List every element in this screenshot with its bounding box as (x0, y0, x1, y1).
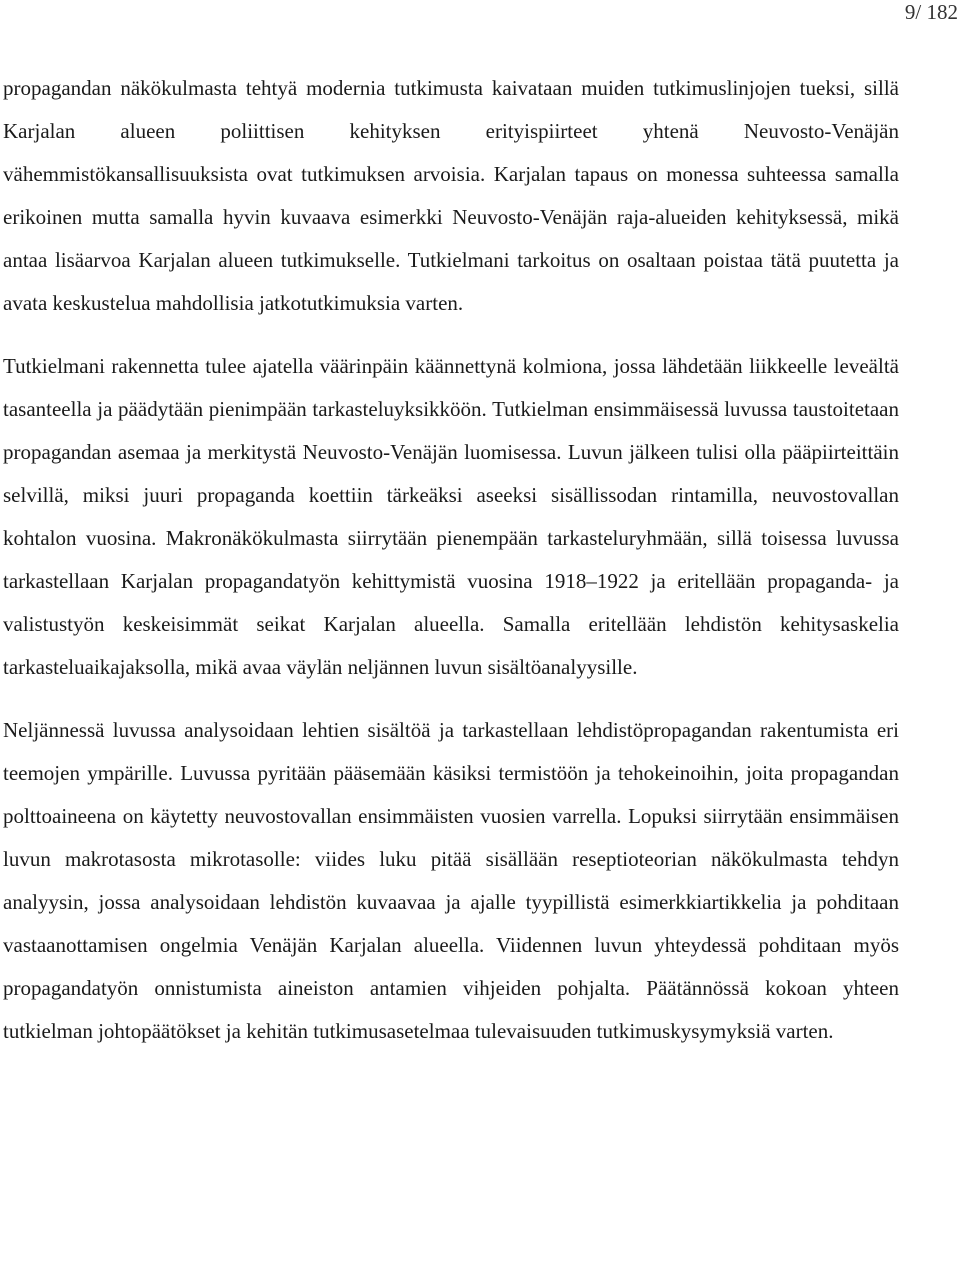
document-body (3, 67, 899, 1053)
page-number: 9/ 182 (904, 0, 958, 24)
paragraph-1: propagandan näkökulmasta tehtyä modernia tutkimusta kaivataan muiden tutkimuslinjojen tueksi, sillä Karjalan alueen poliittisen kehityksen erityispiirteet yhtenä Neuvosto-Venäjän vähemmistökansallisuuksista ovat tutkimuksen arvoisia. Karjalan tapaus on monessa suhteessa samalla erikoinen mutta samalla hyvin kuvaava esimerkki Neuvosto-Venäjän raja-alueiden kehityksessä, mikä antaa lisäarvoa Karjalan alueen tutkimukselle. Tutkielmani tarkoitus on osaltaan poistaa tätä puutetta ja avata keskustelua mahdollisia jatkotutkimuksia varten. (3, 76, 899, 315)
paragraph-2: Tutkielmani rakennetta tulee ajatella väärinpäin käännettynä kolmiona, jossa lähdetään liikkeelle leveältä tasanteella ja päädytään pienimpään tarkasteluyksikköön. Tutkielman ensimmäisessä luvussa taustoitetaan propagandan asemaa ja merkitystä Neuvosto-Venäjän luomisessa. Luvun jälkeen tulisi olla pääpiirteittäin selvillä, miksi juuri propaganda koettiin tärkeäksi aseeksi sisällissodan rintamilla, neuvostovallan kohtalon vuosina. Makronäkökulmasta siirrytään pienempään tarkasteluryhmään, sillä toisessa luvussa tarkastellaan Karjalan propagandatyön kehittymistä vuosina 1918–1922 ja eritellään propaganda- ja valistustyön keskeisimmät seikat Karjalan alueella. Samalla eritellään lehdistön kehitysaskelia tarkasteluaikajaksolla, mikä avaa väylän neljännen luvun sisältöanalyysille. (3, 354, 899, 679)
paragraph-3: Neljännessä luvussa analysoidaan lehtien sisältöä ja tarkastellaan lehdistöpropagandan rakentumista eri teemojen ympärille. Luvussa pyritään pääsemään käsiksi termistöön ja tehokeinoihin, joita propagandan polttoaineena on käytetty neuvostovallan ensimmäisten vuosien varrella. Lopuksi siirrytään ensimmäisen luvun makrotasosta mikrotasolle: viides luku pitää sisällään reseptioteorian näkökulmasta tehdyn analyysin, jossa analysoidaan lehdistön kuvaavaa ja ajalle tyypillistä esimerkkiartikkelia ja pohditaan vastaanottamisen ongelmia Venäjän Karjalan alueella. Viidennen luvun yhteydessä pohditaan myös propagandatyön onnistumista aineiston antamien vihjeiden pohjalta. Päätännössä kokoan yhteen tutkielman johtopäätökset ja kehitän tutkimusasetelmaa tulevaisuuden tutkimuskysymyksiä varten. (3, 718, 899, 1043)
